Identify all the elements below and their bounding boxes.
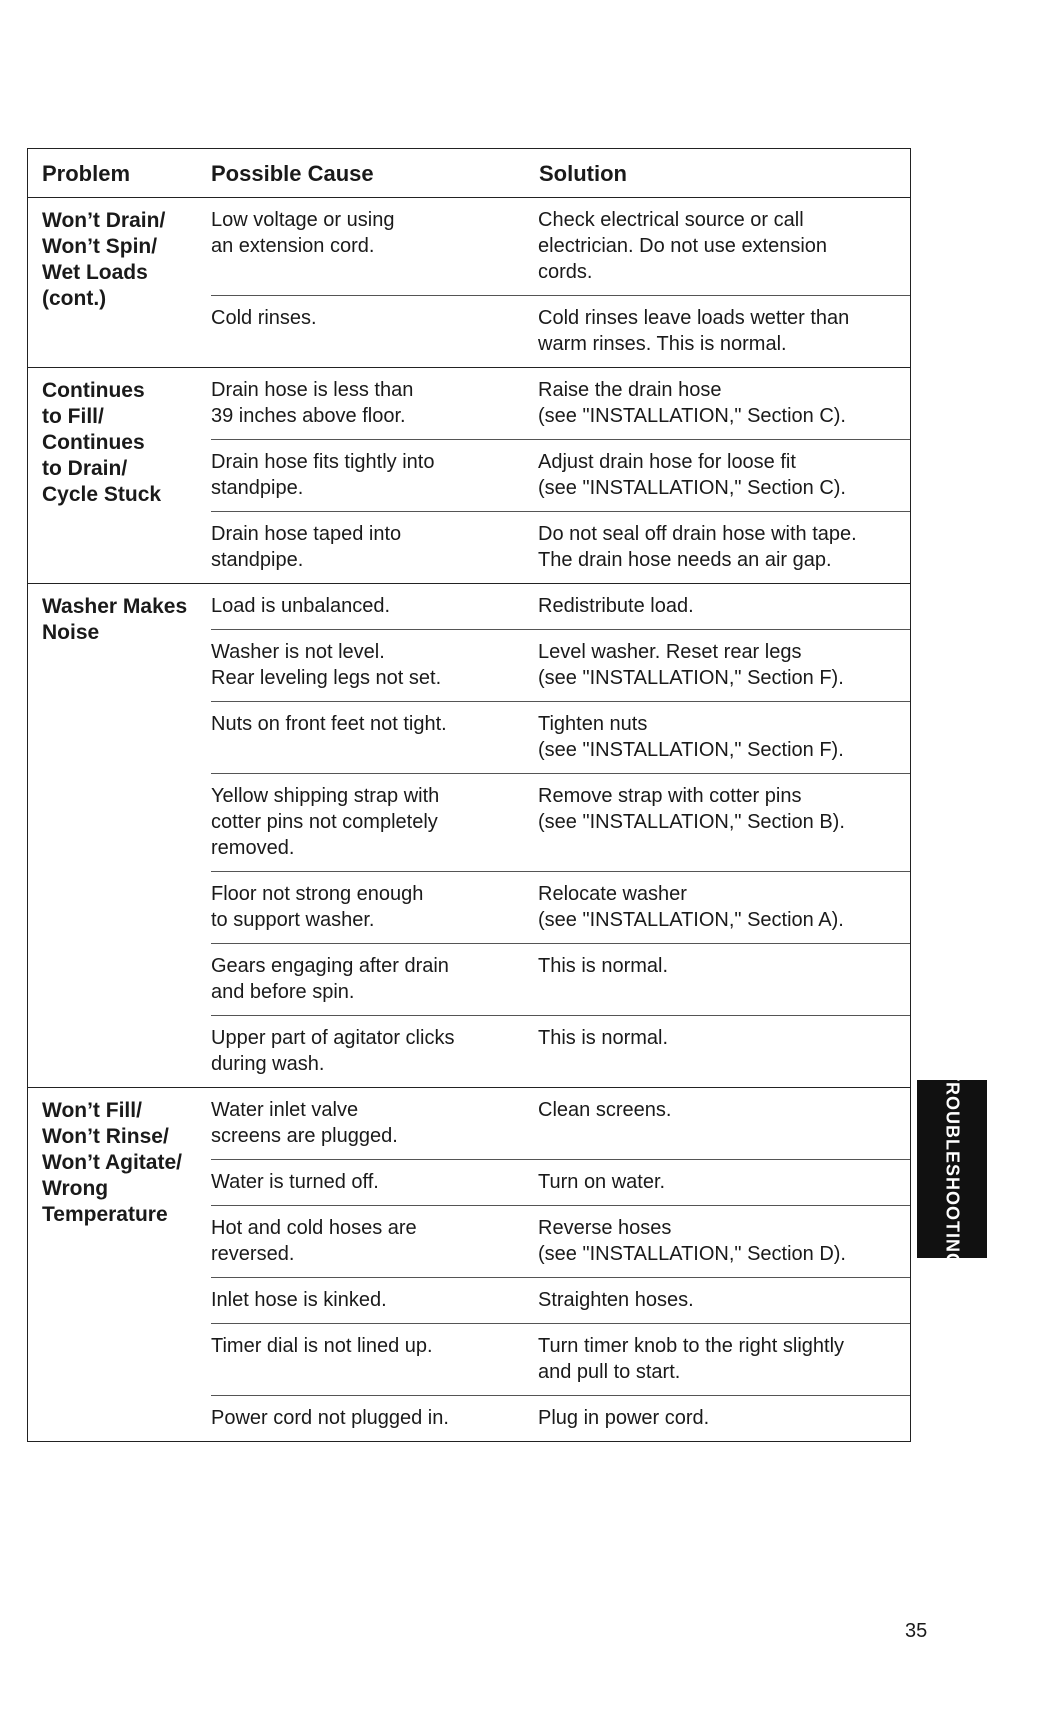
possible-cause-cell: Washer is not level. Rear leveling legs not set. bbox=[211, 641, 442, 689]
table-row bbox=[211, 871, 910, 943]
troubleshooting-table bbox=[27, 148, 911, 1442]
table-header bbox=[28, 149, 910, 198]
possible-cause-cell: Drain hose fits tightly into standpipe. bbox=[211, 451, 435, 499]
possible-cause-cell: Water is turned off. bbox=[211, 1171, 379, 1193]
problem-label: Continues to Fill/ Continues to Drain/ Cycle Stuck bbox=[42, 379, 162, 506]
possible-cause-cell: Water inlet valve screens are plugged. bbox=[211, 1099, 398, 1147]
solution-cell: Tighten nuts (see "INSTALLATION," Section F). bbox=[538, 713, 844, 761]
possible-cause-cell: Timer dial is not lined up. bbox=[211, 1335, 433, 1357]
solution-cell: Cold rinses leave loads wetter than warm rinses. This is normal. bbox=[538, 307, 850, 355]
solution-cell: Level washer. Reset rear legs (see "INSTALLATION," Section F). bbox=[538, 641, 844, 689]
possible-cause-cell: Yellow shipping strap with cotter pins not completely removed. bbox=[211, 785, 440, 859]
table-row bbox=[211, 198, 910, 295]
problem-rows bbox=[28, 584, 910, 1087]
possible-cause-cell: Upper part of agitator clicks during wash. bbox=[211, 1027, 455, 1075]
possible-cause-cell: Floor not strong enough to support washer. bbox=[211, 883, 424, 931]
problem-group bbox=[28, 198, 910, 368]
table-row bbox=[211, 1277, 910, 1323]
problem-label: Won’t Fill/ Won’t Rinse/ Won’t Agitate/ Wrong Temperature bbox=[42, 1099, 182, 1226]
table-row bbox=[211, 1395, 910, 1441]
header-solution: Solution bbox=[539, 161, 627, 186]
solution-cell: Check electrical source or call electrician. Do not use extension cords. bbox=[538, 209, 828, 283]
problem-label: Won’t Drain/ Won’t Spin/ Wet Loads (cont.) bbox=[42, 209, 166, 310]
solution-cell: Remove strap with cotter pins (see "INSTALLATION," Section B). bbox=[538, 785, 845, 833]
table-row bbox=[211, 1088, 910, 1159]
page-number: 35 bbox=[905, 1620, 928, 1642]
table-row bbox=[211, 1159, 910, 1205]
solution-cell: Do not seal off drain hose with tape. The drain hose needs an air gap. bbox=[538, 523, 857, 571]
possible-cause-cell: Drain hose is less than 39 inches above floor. bbox=[211, 379, 414, 427]
solution-cell: This is normal. bbox=[538, 955, 669, 977]
table-row bbox=[211, 439, 910, 511]
table-row bbox=[211, 584, 910, 629]
header-possible-cause: Possible Cause bbox=[211, 161, 374, 186]
solution-cell: Redistribute load. bbox=[538, 595, 694, 617]
table-row bbox=[211, 295, 910, 367]
table-row bbox=[211, 511, 910, 583]
solution-cell: Plug in power cord. bbox=[538, 1407, 710, 1429]
possible-cause-cell: Gears engaging after drain and before spin. bbox=[211, 955, 449, 1003]
section-tab-label: TROUBLESHOOTING bbox=[942, 1070, 963, 1268]
possible-cause-cell: Hot and cold hoses are reversed. bbox=[211, 1217, 417, 1265]
table-row bbox=[211, 629, 910, 701]
solution-cell: Straighten hoses. bbox=[538, 1289, 694, 1311]
possible-cause-cell: Inlet hose is kinked. bbox=[211, 1289, 387, 1311]
solution-cell: Turn on water. bbox=[538, 1171, 666, 1193]
possible-cause-cell: Drain hose taped into standpipe. bbox=[211, 523, 402, 571]
problem-label: Washer Makes Noise bbox=[42, 595, 188, 644]
solution-cell: Turn timer knob to the right slightly and pull to start. bbox=[538, 1335, 845, 1383]
header-problem: Problem bbox=[42, 161, 131, 186]
possible-cause-cell: Nuts on front feet not tight. bbox=[211, 713, 447, 735]
solution-cell: Clean screens. bbox=[538, 1099, 672, 1121]
possible-cause-cell: Low voltage or using an extension cord. bbox=[211, 209, 395, 257]
solution-cell: Raise the drain hose (see "INSTALLATION," Section C). bbox=[538, 379, 846, 427]
solution-cell: This is normal. bbox=[538, 1027, 669, 1049]
table-row bbox=[211, 943, 910, 1015]
table-row bbox=[211, 368, 910, 439]
problem-group bbox=[28, 584, 910, 1088]
problem-group bbox=[28, 368, 910, 584]
possible-cause-cell: Load is unbalanced. bbox=[211, 595, 391, 617]
table-body bbox=[28, 198, 910, 1441]
solution-cell: Reverse hoses (see "INSTALLATION," Section D). bbox=[538, 1217, 846, 1265]
table-row bbox=[211, 701, 910, 773]
solution-cell: Adjust drain hose for loose fit (see "INSTALLATION," Section C). bbox=[538, 451, 846, 499]
solution-cell: Relocate washer (see "INSTALLATION," Section A). bbox=[538, 883, 844, 931]
section-tab bbox=[917, 1070, 987, 1268]
table-row bbox=[211, 773, 910, 871]
table-row bbox=[211, 1205, 910, 1277]
table-row bbox=[211, 1323, 910, 1395]
possible-cause-cell: Cold rinses. bbox=[211, 307, 317, 329]
problem-group bbox=[28, 1088, 910, 1441]
possible-cause-cell: Power cord not plugged in. bbox=[211, 1407, 449, 1429]
table-row bbox=[211, 1015, 910, 1087]
